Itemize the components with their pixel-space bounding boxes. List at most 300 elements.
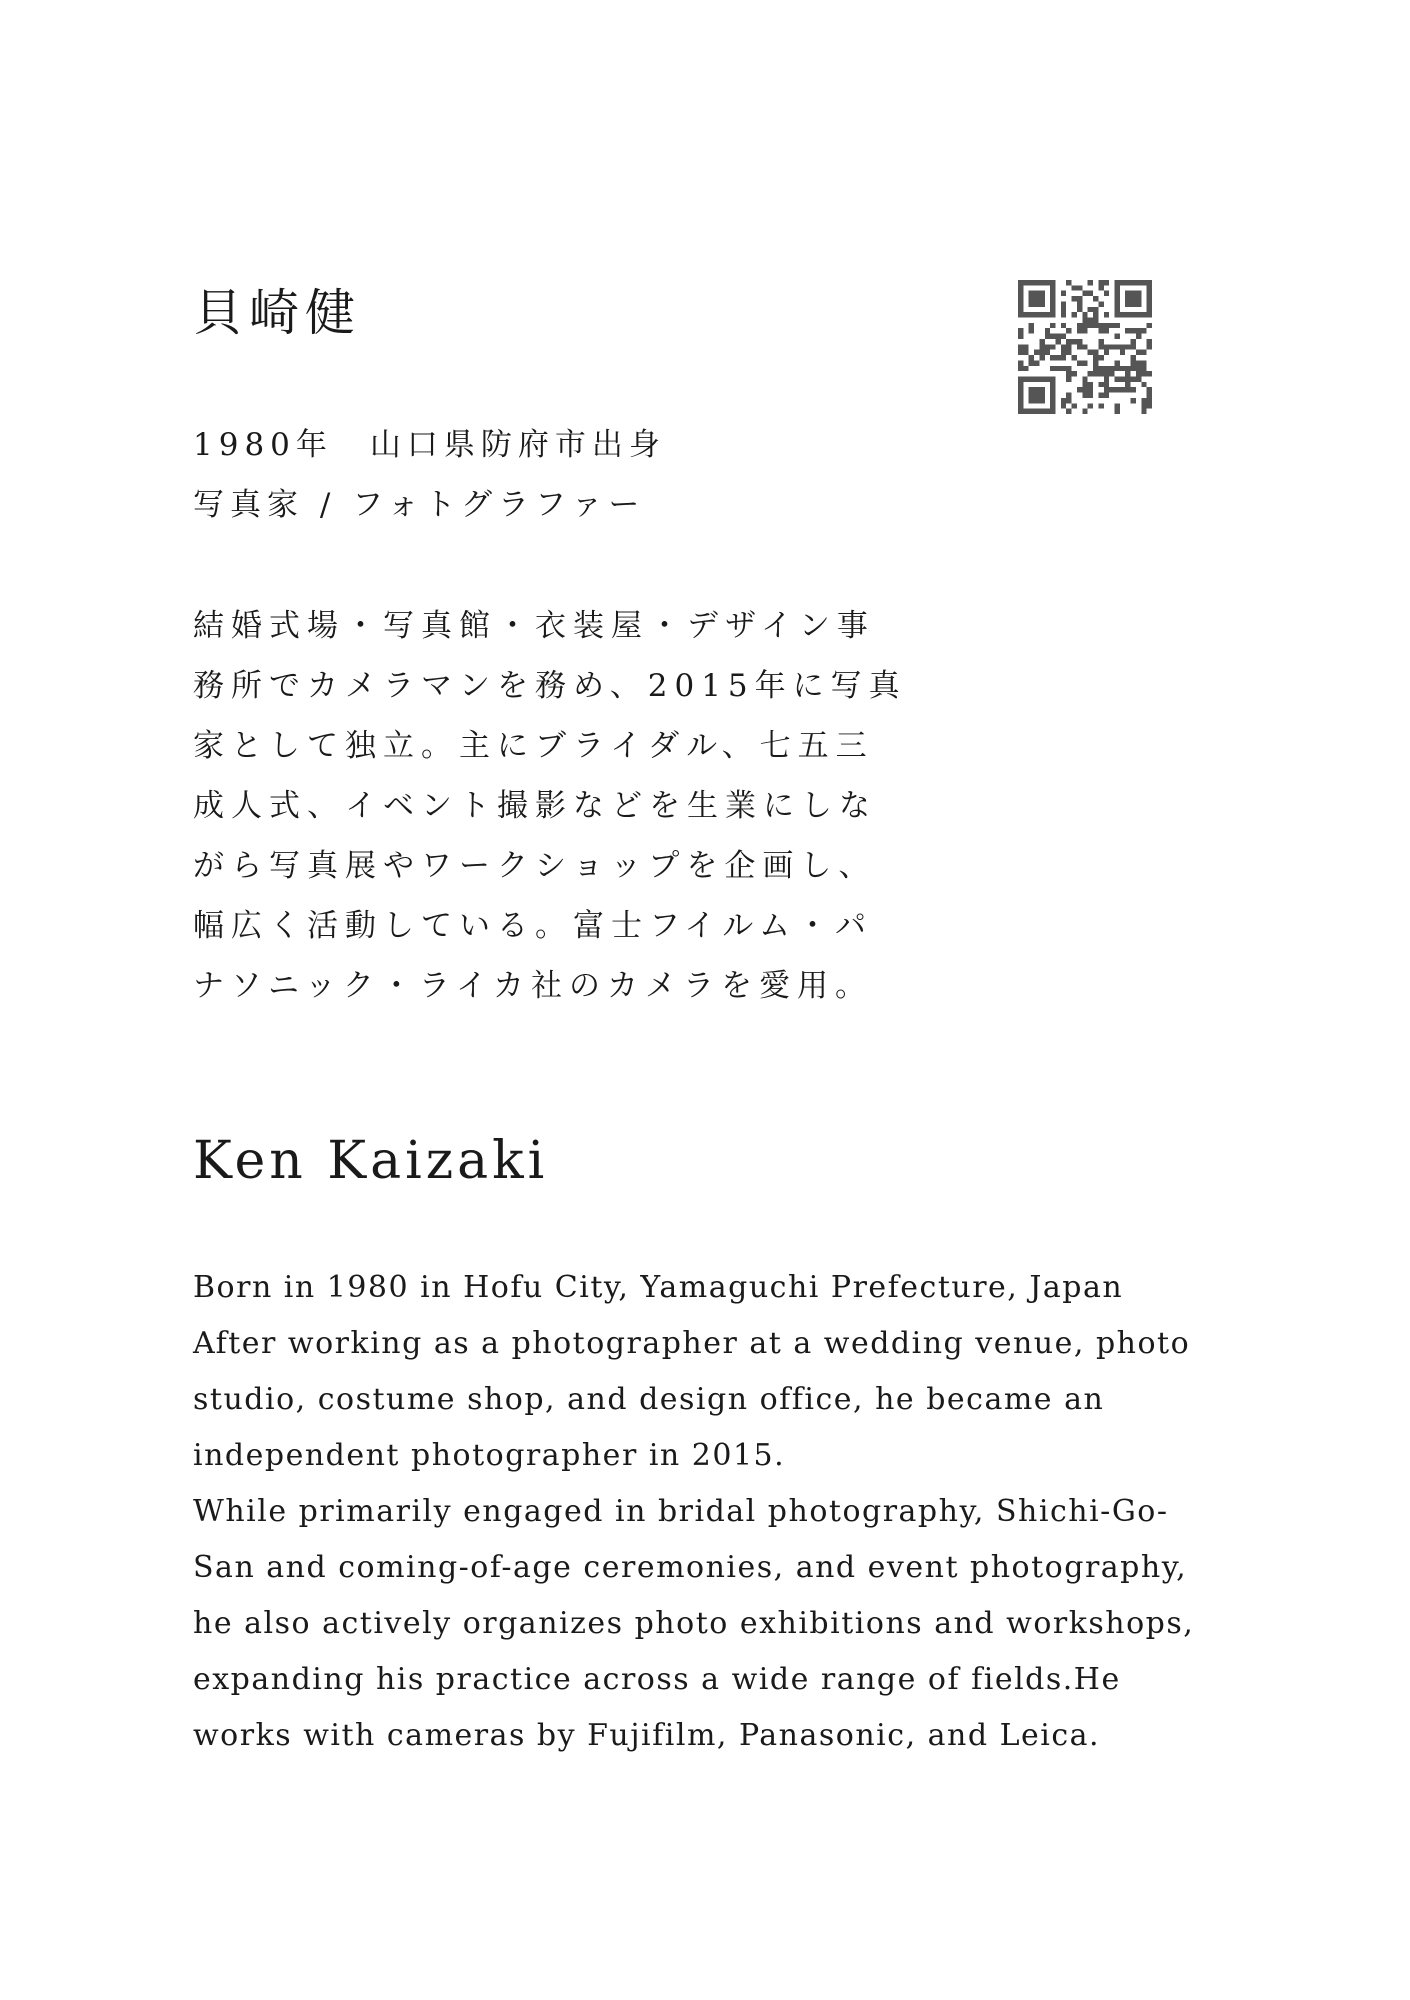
qr-module bbox=[1045, 312, 1050, 317]
qr-module bbox=[1050, 334, 1055, 339]
qr-module bbox=[1018, 393, 1023, 398]
bio-english bbox=[193, 1260, 1194, 1764]
occupation-line: 写真家 / フォトグラファー bbox=[193, 487, 646, 523]
bio-en-line: San and coming-of-age ceremonies, and event photography, bbox=[193, 1550, 1188, 1585]
qr-module bbox=[1050, 323, 1055, 328]
qr-module bbox=[1039, 398, 1044, 403]
qr-module bbox=[1056, 339, 1061, 344]
qr-module bbox=[1050, 344, 1055, 349]
qr-module bbox=[1114, 312, 1119, 317]
qr-module bbox=[1061, 403, 1066, 408]
qr-module bbox=[1104, 387, 1109, 392]
qr-module bbox=[1050, 312, 1055, 317]
qr-module bbox=[1018, 382, 1023, 387]
qr-module bbox=[1050, 296, 1055, 301]
qr-module bbox=[1023, 350, 1028, 355]
qr-module bbox=[1125, 376, 1130, 381]
qr-module bbox=[1093, 318, 1098, 323]
qr-module bbox=[1029, 280, 1034, 285]
qr-module bbox=[1029, 393, 1034, 398]
qr-module bbox=[1136, 366, 1141, 371]
qr-module bbox=[1125, 291, 1130, 296]
qr-module bbox=[1147, 291, 1152, 296]
qr-module bbox=[1072, 296, 1077, 301]
qr-module bbox=[1147, 296, 1152, 301]
qr-module bbox=[1088, 307, 1093, 312]
qr-module bbox=[1093, 371, 1098, 376]
qr-module bbox=[1066, 280, 1071, 285]
qr-module bbox=[1125, 366, 1130, 371]
qr-module bbox=[1034, 312, 1039, 317]
qr-module bbox=[1147, 323, 1152, 328]
qr-module bbox=[1098, 371, 1103, 376]
qr-module bbox=[1120, 376, 1125, 381]
qr-module bbox=[1114, 280, 1119, 285]
qr-module bbox=[1018, 291, 1023, 296]
qr-module bbox=[1066, 371, 1071, 376]
qr-module bbox=[1018, 398, 1023, 403]
qr-module bbox=[1136, 376, 1141, 381]
bio-ja-line: 幅広く活動している。富士フイルム・パ bbox=[193, 908, 873, 944]
qr-module bbox=[1120, 280, 1125, 285]
qr-module bbox=[1141, 360, 1146, 365]
meta-japanese bbox=[193, 415, 666, 535]
qr-module bbox=[1098, 301, 1103, 306]
qr-module bbox=[1023, 376, 1028, 381]
qr-module bbox=[1082, 328, 1087, 333]
qr-module bbox=[1066, 344, 1071, 349]
qr-module bbox=[1131, 366, 1136, 371]
qr-module bbox=[1098, 366, 1103, 371]
qr-module bbox=[1039, 280, 1044, 285]
qr-module bbox=[1039, 296, 1044, 301]
qr-module bbox=[1082, 409, 1087, 414]
qr-module bbox=[1039, 339, 1044, 344]
qr-module bbox=[1029, 296, 1034, 301]
bio-en-line: While primarily engaged in bridal photography, Shichi-Go- bbox=[193, 1494, 1169, 1529]
qr-module bbox=[1104, 328, 1109, 333]
qr-module bbox=[1125, 371, 1130, 376]
bio-en-line: works with cameras by Fujifilm, Panasonic, and Leica. bbox=[193, 1718, 1101, 1753]
qr-module bbox=[1131, 296, 1136, 301]
qr-module bbox=[1050, 382, 1055, 387]
qr-module bbox=[1050, 301, 1055, 306]
qr-module bbox=[1061, 323, 1066, 328]
qr-module bbox=[1141, 382, 1146, 387]
qr-module bbox=[1061, 344, 1066, 349]
qr-module bbox=[1056, 334, 1061, 339]
qr-module bbox=[1141, 366, 1146, 371]
qr-module bbox=[1114, 344, 1119, 349]
qr-module bbox=[1147, 398, 1152, 403]
qr-module bbox=[1061, 350, 1066, 355]
qr-module bbox=[1066, 398, 1071, 403]
qr-module bbox=[1039, 301, 1044, 306]
qr-module bbox=[1141, 350, 1146, 355]
qr-module bbox=[1018, 360, 1023, 365]
qr-module bbox=[1018, 285, 1023, 290]
qr-module bbox=[1072, 339, 1077, 344]
qr-module bbox=[1050, 366, 1055, 371]
qr-module bbox=[1125, 344, 1130, 349]
qr-module bbox=[1061, 307, 1066, 312]
qr-module bbox=[1104, 393, 1109, 398]
qr-module bbox=[1088, 323, 1093, 328]
qr-module bbox=[1093, 323, 1098, 328]
qr-module bbox=[1109, 387, 1114, 392]
qr-module bbox=[1029, 312, 1034, 317]
qr-module bbox=[1045, 344, 1050, 349]
qr-module bbox=[1082, 323, 1087, 328]
qr-module bbox=[1050, 376, 1055, 381]
qr-module bbox=[1082, 318, 1087, 323]
qr-module bbox=[1018, 376, 1023, 381]
qr-module bbox=[1098, 344, 1103, 349]
qr-module bbox=[1039, 409, 1044, 414]
qr-module bbox=[1147, 285, 1152, 290]
qr-module bbox=[1023, 344, 1028, 349]
qr-module bbox=[1082, 344, 1087, 349]
qr-module bbox=[1056, 366, 1061, 371]
bio-ja-line: ナソニック・ライカ社のカメラを愛用。 bbox=[193, 968, 873, 1004]
qr-module bbox=[1061, 291, 1066, 296]
qr-module bbox=[1050, 280, 1055, 285]
qr-module bbox=[1018, 344, 1023, 349]
qr-module bbox=[1018, 296, 1023, 301]
qr-module bbox=[1104, 280, 1109, 285]
qr-module bbox=[1114, 387, 1119, 392]
qr-module bbox=[1066, 339, 1071, 344]
qr-module bbox=[1034, 360, 1039, 365]
qr-module bbox=[1050, 398, 1055, 403]
qr-module bbox=[1077, 285, 1082, 290]
qr-module bbox=[1114, 307, 1119, 312]
qr-module bbox=[1131, 387, 1136, 392]
qr-module bbox=[1018, 312, 1023, 317]
qr-module bbox=[1050, 393, 1055, 398]
qr-module bbox=[1093, 366, 1098, 371]
qr-module bbox=[1136, 334, 1141, 339]
qr-module bbox=[1120, 312, 1125, 317]
qr-module bbox=[1098, 328, 1103, 333]
qr-module bbox=[1029, 387, 1034, 392]
qr-module bbox=[1066, 350, 1071, 355]
qr-module bbox=[1034, 398, 1039, 403]
qr-module bbox=[1018, 409, 1023, 414]
qr-module bbox=[1147, 301, 1152, 306]
qr-module bbox=[1131, 339, 1136, 344]
qr-module bbox=[1141, 280, 1146, 285]
qr-module bbox=[1034, 280, 1039, 285]
qr-module bbox=[1093, 307, 1098, 312]
qr-module bbox=[1093, 360, 1098, 365]
bio-ja-line: 家として独立。主にブライダル、七五三 bbox=[193, 728, 874, 764]
qr-module bbox=[1061, 301, 1066, 306]
qr-module bbox=[1082, 387, 1087, 392]
qr-module bbox=[1147, 387, 1152, 392]
qr-module bbox=[1072, 371, 1077, 376]
birth-origin-line: 1980年 山口県防府市出身 bbox=[193, 427, 666, 463]
qr-module bbox=[1018, 350, 1023, 355]
qr-module bbox=[1109, 366, 1114, 371]
qr-module bbox=[1088, 280, 1093, 285]
qr-module bbox=[1077, 301, 1082, 306]
qr-module bbox=[1098, 382, 1103, 387]
qr-module bbox=[1045, 376, 1050, 381]
qr-module bbox=[1018, 328, 1023, 333]
qr-module bbox=[1093, 296, 1098, 301]
qr-module bbox=[1114, 291, 1119, 296]
qr-module bbox=[1109, 371, 1114, 376]
qr-module bbox=[1104, 371, 1109, 376]
qr-module bbox=[1136, 291, 1141, 296]
qr-module bbox=[1088, 403, 1093, 408]
qr-module bbox=[1077, 344, 1082, 349]
bio-en-line: independent photographer in 2015. bbox=[193, 1438, 786, 1473]
qr-module bbox=[1131, 376, 1136, 381]
qr-module bbox=[1131, 328, 1136, 333]
bio-en-line: After working as a photographer at a wedding venue, photo bbox=[193, 1326, 1191, 1361]
qr-module bbox=[1023, 312, 1028, 317]
qr-module bbox=[1045, 350, 1050, 355]
qr-module bbox=[1077, 307, 1082, 312]
qr-module bbox=[1104, 350, 1109, 355]
qr-module bbox=[1114, 403, 1119, 408]
qr-module bbox=[1114, 301, 1119, 306]
qr-module bbox=[1141, 398, 1146, 403]
qr-module bbox=[1029, 398, 1034, 403]
qr-module bbox=[1141, 312, 1146, 317]
qr-module bbox=[1029, 409, 1034, 414]
bio-en-line: he also actively organizes photo exhibitions and workshops, bbox=[193, 1606, 1195, 1641]
qr-module bbox=[1034, 296, 1039, 301]
qr-module bbox=[1114, 323, 1119, 328]
qr-module bbox=[1050, 409, 1055, 414]
qr-module bbox=[1050, 355, 1055, 360]
qr-module bbox=[1147, 312, 1152, 317]
qr-module bbox=[1147, 339, 1152, 344]
qr-module bbox=[1077, 323, 1082, 328]
name-english: Ken Kaizaki bbox=[193, 1131, 549, 1191]
qr-module bbox=[1114, 285, 1119, 290]
bio-ja-line: 結婚式場・写真館・衣装屋・デザイン事 bbox=[193, 608, 875, 644]
qr-module bbox=[1029, 328, 1034, 333]
qr-module bbox=[1088, 393, 1093, 398]
qr-module bbox=[1029, 301, 1034, 306]
qr-module bbox=[1018, 301, 1023, 306]
qr-module bbox=[1114, 296, 1119, 301]
qr-module bbox=[1061, 355, 1066, 360]
qr-module bbox=[1147, 280, 1152, 285]
qr-module bbox=[1029, 360, 1034, 365]
qr-module bbox=[1120, 350, 1125, 355]
bio-en-line: studio, costume shop, and design office, he became an bbox=[193, 1382, 1105, 1417]
qr-module bbox=[1104, 312, 1109, 317]
qr-module bbox=[1131, 360, 1136, 365]
qr-module bbox=[1018, 334, 1023, 339]
qr-module bbox=[1082, 312, 1087, 317]
qr-module bbox=[1147, 344, 1152, 349]
bio-ja-line: がら写真展やワークショップを企画し、 bbox=[193, 848, 877, 884]
qr-module bbox=[1131, 355, 1136, 360]
qr-module bbox=[1045, 280, 1050, 285]
qr-module bbox=[1120, 366, 1125, 371]
qr-module bbox=[1114, 376, 1119, 381]
bio-japanese bbox=[193, 596, 907, 1016]
qr-module bbox=[1136, 350, 1141, 355]
qr-module bbox=[1034, 409, 1039, 414]
qr-module bbox=[1082, 360, 1087, 365]
qr-module bbox=[1088, 350, 1093, 355]
qr-module bbox=[1050, 307, 1055, 312]
qr-module bbox=[1072, 403, 1077, 408]
qr-module bbox=[1104, 366, 1109, 371]
qr-module bbox=[1114, 409, 1119, 414]
qr-module bbox=[1131, 280, 1136, 285]
qr-module bbox=[1125, 312, 1130, 317]
qr-module bbox=[1050, 285, 1055, 290]
qr-module bbox=[1018, 387, 1023, 392]
qr-module bbox=[1039, 312, 1044, 317]
qr-module bbox=[1125, 280, 1130, 285]
qr-module bbox=[1141, 328, 1146, 333]
qr-module bbox=[1023, 280, 1028, 285]
qr-module bbox=[1066, 328, 1071, 333]
qr-module bbox=[1125, 387, 1130, 392]
qr-module bbox=[1136, 328, 1141, 333]
qr-module bbox=[1018, 280, 1023, 285]
qr-module bbox=[1136, 371, 1141, 376]
qr-module bbox=[1109, 344, 1114, 349]
qr-module bbox=[1131, 301, 1136, 306]
qr-module bbox=[1045, 334, 1050, 339]
qr-module bbox=[1098, 285, 1103, 290]
qr-module bbox=[1104, 382, 1109, 387]
qr-module bbox=[1061, 366, 1066, 371]
qr-module bbox=[1147, 307, 1152, 312]
qr-module bbox=[1109, 323, 1114, 328]
qr-module bbox=[1093, 350, 1098, 355]
qr-module bbox=[1104, 291, 1109, 296]
qr-module bbox=[1056, 355, 1061, 360]
qr-module bbox=[1120, 344, 1125, 349]
qr-module bbox=[1098, 280, 1103, 285]
qr-module bbox=[1136, 301, 1141, 306]
qr-module bbox=[1039, 350, 1044, 355]
qr-module bbox=[1104, 344, 1109, 349]
qr-module bbox=[1050, 291, 1055, 296]
qr-module bbox=[1077, 387, 1082, 392]
qr-module bbox=[1125, 301, 1130, 306]
qr-module bbox=[1072, 285, 1077, 290]
qr-module bbox=[1077, 328, 1082, 333]
bio-ja-line: 務所でカメラマンを務め、2015年に写真 bbox=[193, 668, 907, 704]
qr-module bbox=[1082, 376, 1087, 381]
qr-module bbox=[1098, 323, 1103, 328]
qr-module bbox=[1034, 376, 1039, 381]
qr-module bbox=[1029, 355, 1034, 360]
qr-module bbox=[1141, 371, 1146, 376]
qr-module bbox=[1039, 355, 1044, 360]
qr-module bbox=[1114, 366, 1119, 371]
qr-module bbox=[1125, 382, 1130, 387]
qr-module bbox=[1131, 291, 1136, 296]
qr-module bbox=[1147, 393, 1152, 398]
qr-module bbox=[1061, 312, 1066, 317]
qr-module bbox=[1104, 376, 1109, 381]
qr-module bbox=[1147, 371, 1152, 376]
qr-module bbox=[1039, 376, 1044, 381]
qr-module bbox=[1034, 387, 1039, 392]
qr-module bbox=[1093, 355, 1098, 360]
qr-module bbox=[1018, 366, 1023, 371]
bio-ja-line: 成人式、イベント撮影などを生業にしな bbox=[193, 788, 877, 824]
qr-module bbox=[1023, 409, 1028, 414]
qr-module bbox=[1120, 387, 1125, 392]
qr-module bbox=[1136, 312, 1141, 317]
qr-code-icon[interactable] bbox=[1018, 280, 1152, 414]
qr-module bbox=[1077, 360, 1082, 365]
bio-en-line: expanding his practice across a wide range of fields.He bbox=[193, 1662, 1121, 1697]
qr-module bbox=[1131, 398, 1136, 403]
qr-module bbox=[1082, 291, 1087, 296]
qr-module bbox=[1104, 323, 1109, 328]
qr-module bbox=[1034, 291, 1039, 296]
qr-module bbox=[1039, 344, 1044, 349]
qr-module bbox=[1023, 366, 1028, 371]
qr-module bbox=[1082, 393, 1087, 398]
qr-module bbox=[1136, 360, 1141, 365]
qr-module bbox=[1034, 301, 1039, 306]
qr-module bbox=[1088, 291, 1093, 296]
qr-module bbox=[1072, 355, 1077, 360]
qr-module bbox=[1045, 409, 1050, 414]
qr-module bbox=[1141, 403, 1146, 408]
qr-module bbox=[1125, 296, 1130, 301]
qr-module bbox=[1077, 339, 1082, 344]
qr-module bbox=[1018, 403, 1023, 408]
qr-module bbox=[1050, 403, 1055, 408]
qr-module bbox=[1125, 328, 1130, 333]
qr-module bbox=[1098, 403, 1103, 408]
qr-module bbox=[1029, 376, 1034, 381]
qr-module bbox=[1088, 371, 1093, 376]
qr-module bbox=[1098, 355, 1103, 360]
qr-module bbox=[1029, 323, 1034, 328]
qr-module bbox=[1114, 360, 1119, 365]
qr-module bbox=[1045, 328, 1050, 333]
qr-module bbox=[1131, 344, 1136, 349]
qr-module bbox=[1141, 409, 1146, 414]
qr-module bbox=[1098, 339, 1103, 344]
qr-module bbox=[1098, 393, 1103, 398]
qr-module bbox=[1066, 393, 1071, 398]
qr-module bbox=[1072, 312, 1077, 317]
qr-module bbox=[1029, 291, 1034, 296]
qr-module bbox=[1061, 398, 1066, 403]
bio-en-line: Born in 1980 in Hofu City, Yamaguchi Prefecture, Japan bbox=[193, 1270, 1124, 1305]
name-japanese: 貝崎健 bbox=[193, 284, 361, 342]
qr-module bbox=[1136, 296, 1141, 301]
qr-module bbox=[1039, 291, 1044, 296]
qr-code-graphic bbox=[1018, 280, 1152, 414]
qr-module bbox=[1018, 307, 1023, 312]
qr-module bbox=[1088, 387, 1093, 392]
qr-module bbox=[1066, 376, 1071, 381]
qr-module bbox=[1034, 350, 1039, 355]
qr-module bbox=[1147, 403, 1152, 408]
qr-module bbox=[1050, 387, 1055, 392]
